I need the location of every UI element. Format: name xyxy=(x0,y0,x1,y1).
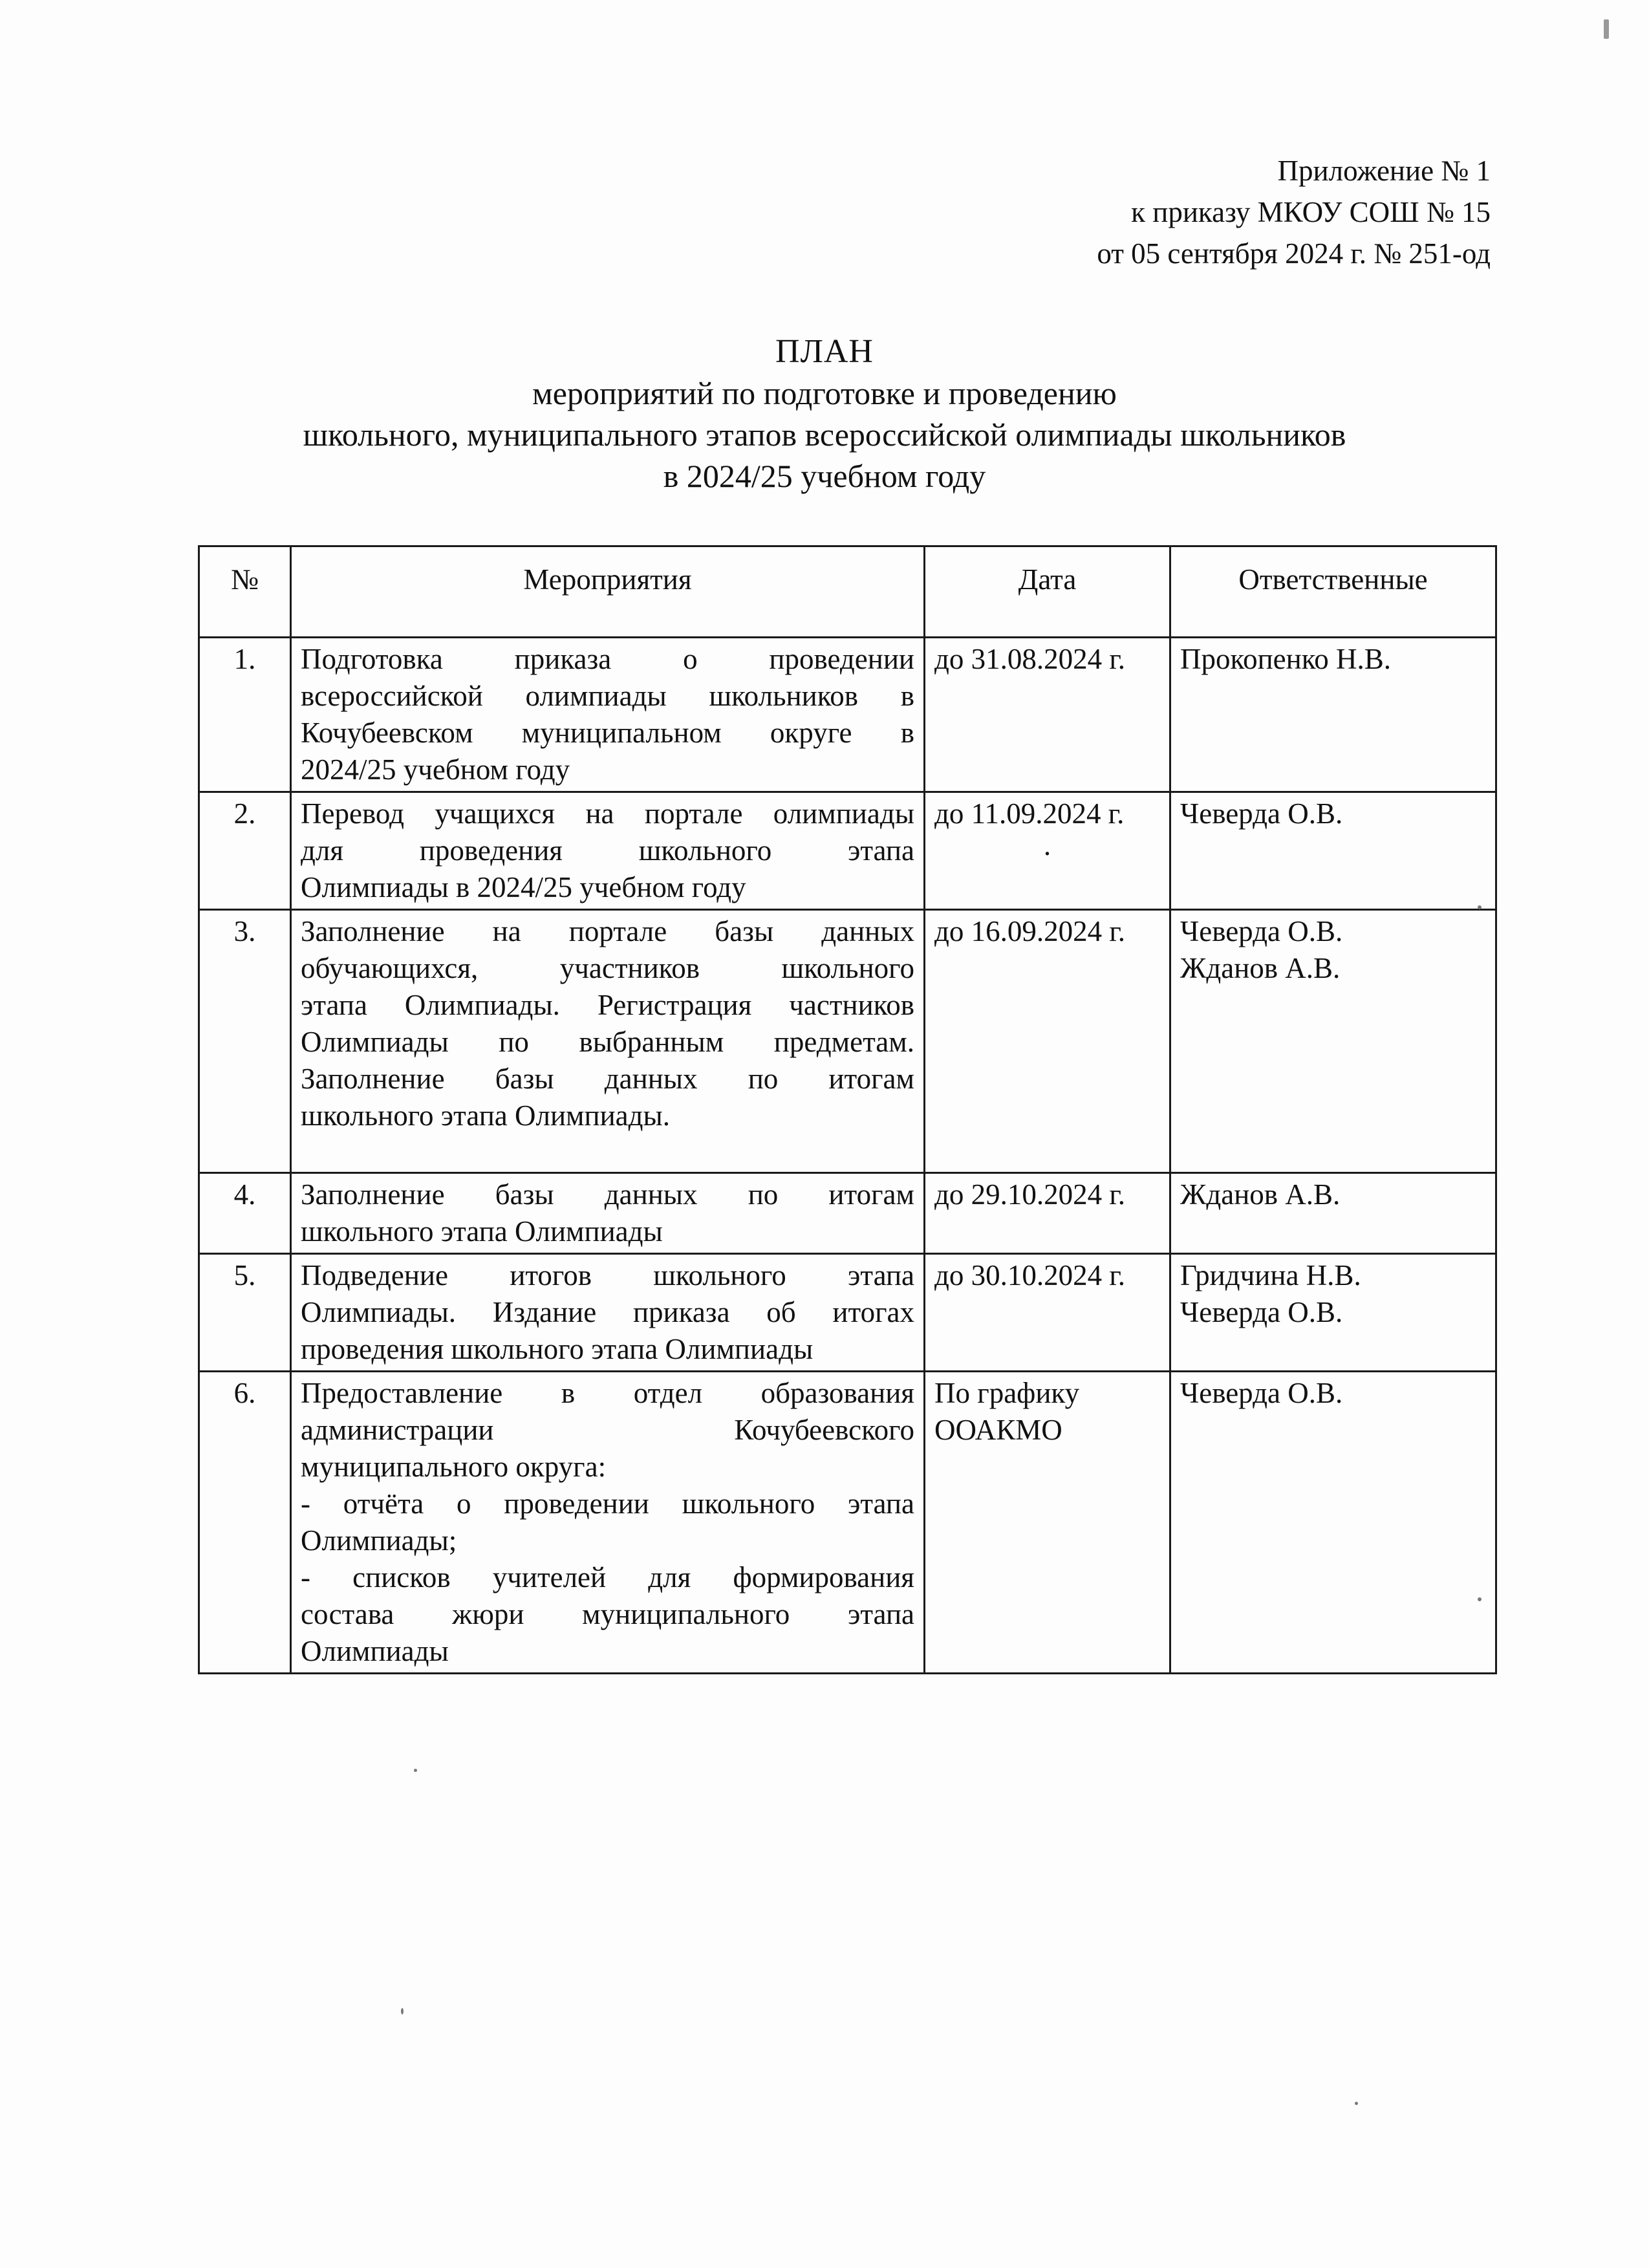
row-date xyxy=(925,1372,1170,1674)
responsible-person: Гридчина Н.В. xyxy=(1180,1259,1361,1291)
task-line: Подготовка приказа о проведении xyxy=(301,643,914,675)
date-line: По графику xyxy=(934,1377,1080,1409)
row-responsible xyxy=(1170,638,1496,792)
scan-speck xyxy=(414,1769,417,1772)
task-line: проведения школьного этапа Олимпиады xyxy=(301,1333,814,1365)
task-line: Перевод учащихся на портале олимпиады xyxy=(301,797,914,830)
task-line: школьного этапа Олимпиады. xyxy=(301,1099,671,1132)
task-line: для проведения школьного этапа xyxy=(301,834,914,867)
row-responsible xyxy=(1170,1254,1496,1372)
table-header-row xyxy=(199,546,1496,638)
row-number: 1. xyxy=(199,638,291,792)
table-row xyxy=(199,1173,1496,1254)
responsible-person: Чеверда О.В. xyxy=(1180,797,1343,830)
date-mark: . xyxy=(1043,829,1051,861)
row-date: до 29.10.2024 г. xyxy=(925,1173,1170,1254)
row-number: 4. xyxy=(199,1173,291,1254)
header-date: Дата xyxy=(925,546,1170,638)
scan-speck xyxy=(1355,2102,1358,2105)
title-line-2: школьного, муниципального этапов всероссийской олимпиады школьников xyxy=(303,416,1346,453)
responsible-person: Жданов А.В. xyxy=(1180,952,1341,984)
task-line: Олимпиады. Издание приказа об итогах xyxy=(301,1296,914,1328)
task-line: Кочубеевском муниципальном округе в xyxy=(301,717,914,749)
table-row xyxy=(199,792,1496,910)
plan-table xyxy=(198,545,1497,1674)
responsible-person: Жданов А.В. xyxy=(1180,1178,1341,1211)
title-line-1: мероприятий по подготовке и проведению xyxy=(532,375,1117,411)
row-task xyxy=(291,792,925,910)
task-line: школьного этапа Олимпиады xyxy=(301,1215,663,1247)
row-date: до 16.09.2024 г. xyxy=(925,910,1170,1173)
responsible-person: Чеверда О.В. xyxy=(1180,1296,1343,1328)
task-line: муниципального округа: xyxy=(301,1451,607,1483)
date-value: до 11.09.2024 г. xyxy=(934,797,1125,830)
task-line: состава жюри муниципального этапа xyxy=(301,1598,914,1630)
header-task: Мероприятия xyxy=(291,546,925,638)
table-body xyxy=(199,638,1496,1674)
title-main: ПЛАН xyxy=(775,333,874,370)
task-line: Олимпиады xyxy=(301,1635,449,1667)
row-task xyxy=(291,910,925,1173)
row-task xyxy=(291,1173,925,1254)
row-number: 3. xyxy=(199,910,291,1173)
task-line: Олимпиады по выбранным предметам. xyxy=(301,1026,914,1058)
date-line: ООАКМО xyxy=(934,1414,1062,1446)
table-row xyxy=(199,1254,1496,1372)
row-task xyxy=(291,1254,925,1372)
responsible-person: Чеверда О.В. xyxy=(1180,1377,1343,1409)
task-line: Заполнение базы данных по итогам xyxy=(301,1178,914,1211)
document-title xyxy=(0,331,1649,497)
row-date: до 30.10.2024 г. xyxy=(925,1254,1170,1372)
task-line: Олимпиады; xyxy=(301,1524,457,1557)
row-number: 2. xyxy=(199,792,291,910)
task-line: обучающихся, участников школьного xyxy=(301,952,914,984)
appendix-line-3: от 05 сентября 2024 г. № 251-од xyxy=(1097,237,1491,270)
row-responsible xyxy=(1170,1372,1496,1674)
task-line: этапа Олимпиады. Регистрация частников xyxy=(301,989,914,1021)
task-line: Подведение итогов школьного этапа xyxy=(301,1259,914,1291)
row-responsible xyxy=(1170,1173,1496,1254)
appendix-line-1: Приложение № 1 xyxy=(1277,155,1491,187)
task-line: всероссийской олимпиады школьников в xyxy=(301,680,914,712)
task-line: Заполнение на портале базы данных xyxy=(301,915,914,947)
row-task xyxy=(291,1372,925,1674)
task-line: Предоставление в отдел образования xyxy=(301,1377,914,1409)
appendix-header xyxy=(1097,150,1491,274)
row-responsible xyxy=(1170,792,1496,910)
row-responsible xyxy=(1170,910,1496,1173)
row-number: 5. xyxy=(199,1254,291,1372)
task-line: Олимпиады в 2024/25 учебном году xyxy=(301,871,746,903)
task-line: - списков учителей для формирования xyxy=(301,1561,914,1593)
scan-speck xyxy=(401,2008,404,2014)
scan-speck xyxy=(1604,19,1609,39)
task-line: администрации Кочубеевского xyxy=(301,1414,914,1446)
task-line: - отчёта о проведении школьного этапа xyxy=(301,1487,914,1520)
table-row xyxy=(199,1372,1496,1674)
scan-speck xyxy=(1478,1597,1482,1601)
row-number: 6. xyxy=(199,1372,291,1674)
row-task xyxy=(291,638,925,792)
scan-speck xyxy=(1478,905,1482,909)
task-line: Заполнение базы данных по итогам xyxy=(301,1063,914,1095)
header-num: № xyxy=(199,546,291,638)
responsible-person: Чеверда О.В. xyxy=(1180,915,1343,947)
row-date xyxy=(925,792,1170,910)
title-line-3: в 2024/25 учебном году xyxy=(663,458,986,494)
task-line: 2024/25 учебном году xyxy=(301,753,570,786)
header-responsible: Ответственные xyxy=(1170,546,1496,638)
table-row xyxy=(199,638,1496,792)
row-date: до 31.08.2024 г. xyxy=(925,638,1170,792)
appendix-line-2: к приказу МКОУ СОШ № 15 xyxy=(1131,196,1491,228)
table-row xyxy=(199,910,1496,1173)
responsible-person: Прокопенко Н.В. xyxy=(1180,643,1392,675)
